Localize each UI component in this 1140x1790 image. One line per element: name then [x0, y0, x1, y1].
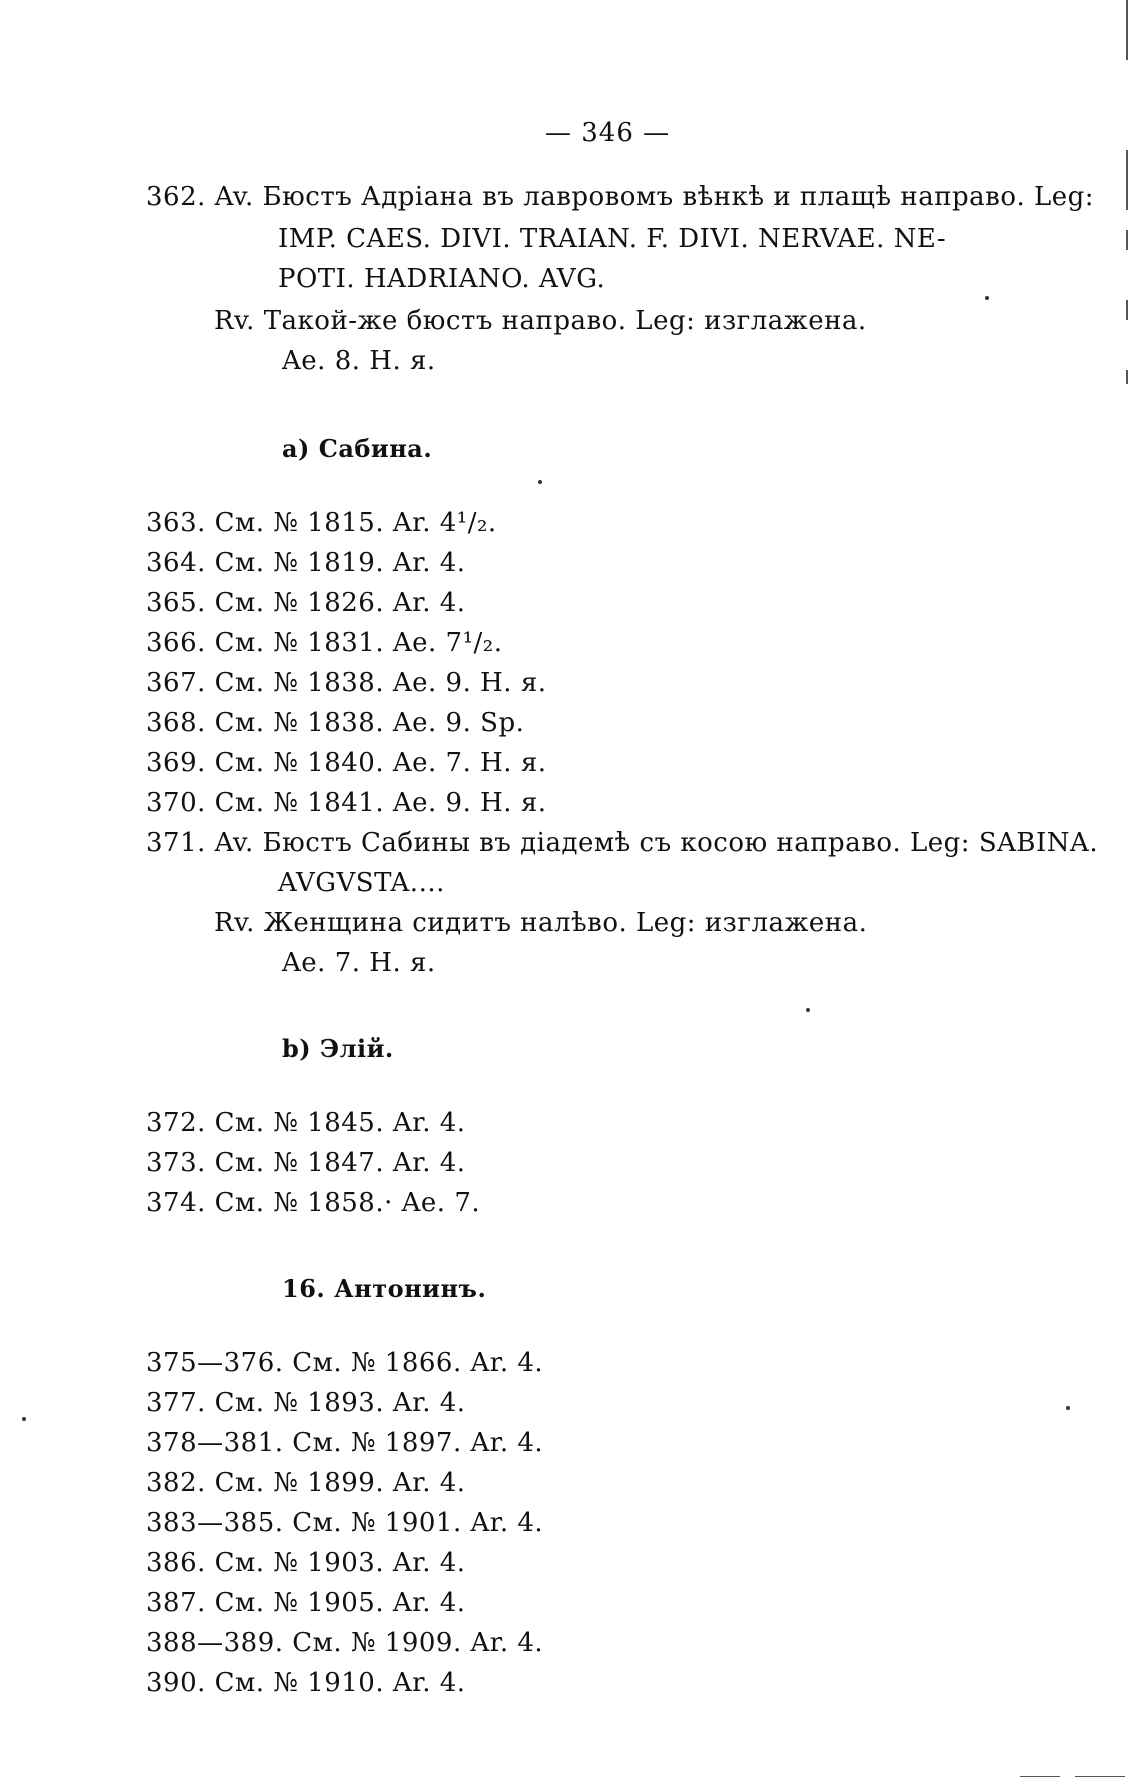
scan-speck: [806, 1008, 810, 1012]
scan-speck: [1066, 1406, 1070, 1410]
entry-388-389: 388—389. См. № 1909. Ar. 4.: [146, 1628, 544, 1658]
entry-364: 364. См. № 1819. Ar. 4.: [146, 548, 466, 578]
entry-371-ae: Ae. 7. H. я.: [282, 948, 436, 978]
entry-367: 367. См. № 1838. Ae. 9. H. я.: [146, 668, 547, 698]
entry-365: 365. См. № 1826. Ar. 4.: [146, 588, 466, 618]
entry-362-legend-1: IMP. CAES. DIVI. TRAIAN. F. DIVI. NERVAE. NE-: [278, 224, 947, 254]
section-heading-antoninus: 16. Антонинъ.: [282, 1274, 487, 1303]
entry-372: 372. См. № 1845. Ar. 4.: [146, 1108, 466, 1138]
entry-362-av: 362. Av. Бюстъ Адріана въ лавровомъ вѣнкѣ и плащѣ направо. Leg:: [146, 182, 1095, 212]
scan-bottom-rule: [1020, 1776, 1060, 1777]
entry-371-av: 371. Av. Бюстъ Сабины въ діадемѣ съ косою направо. Leg: SABINA.: [146, 828, 1099, 858]
scan-edge-rule: [1126, 230, 1128, 250]
scan-speck: [538, 480, 542, 484]
entry-363: 363. См. № 1815. Ar. 4¹/₂.: [146, 508, 497, 538]
entry-366: 366. См. № 1831. Ae. 7¹/₂.: [146, 628, 503, 658]
entry-382: 382. См. № 1899. Ar. 4.: [146, 1468, 466, 1498]
entry-378-381: 378—381. См. № 1897. Ar. 4.: [146, 1428, 544, 1458]
scan-edge-rule: [1126, 150, 1128, 210]
scan-edge-rule: [1126, 300, 1128, 320]
entry-390: 390. См. № 1910. Ar. 4.: [146, 1668, 466, 1698]
entry-368: 368. См. № 1838. Ae. 9. Sp.: [146, 708, 525, 738]
entry-373: 373. См. № 1847. Ar. 4.: [146, 1148, 466, 1178]
entry-374: 374. См. № 1858.· Ae. 7.: [146, 1188, 481, 1218]
scan-bottom-rule: [1075, 1776, 1125, 1777]
section-heading-elius: b) Элій.: [282, 1034, 394, 1063]
entry-386: 386. См. № 1903. Ar. 4.: [146, 1548, 466, 1578]
entry-375-376: 375—376. См. № 1866. Ar. 4.: [146, 1348, 544, 1378]
entry-383-385: 383—385. См. № 1901. Ar. 4.: [146, 1508, 544, 1538]
entry-371-rv: Rv. Женщина сидитъ налѣво. Leg: изглажена.: [214, 908, 868, 938]
entry-371-legend: AVGVSTA....: [278, 868, 445, 898]
page-number: — 346 —: [545, 118, 671, 148]
section-heading-sabina: а) Сабина.: [282, 434, 433, 463]
entry-362-ae: Ae. 8. H. я.: [282, 346, 436, 376]
entry-362-rv: Rv. Такой-же бюстъ направо. Leg: изглажена.: [214, 306, 867, 336]
scan-speck: [22, 1417, 26, 1421]
entry-387: 387. См. № 1905. Ar. 4.: [146, 1588, 466, 1618]
scan-edge-rule: [1126, 0, 1128, 60]
scan-edge-rule: [1126, 370, 1128, 384]
entry-370: 370. См. № 1841. Ae. 9. H. я.: [146, 788, 547, 818]
entry-377: 377. См. № 1893. Ar. 4.: [146, 1388, 466, 1418]
entry-369: 369. См. № 1840. Ae. 7. H. я.: [146, 748, 547, 778]
entry-362-legend-2: POTI. HADRIANO. AVG.: [278, 264, 606, 294]
scan-speck: [985, 296, 989, 300]
